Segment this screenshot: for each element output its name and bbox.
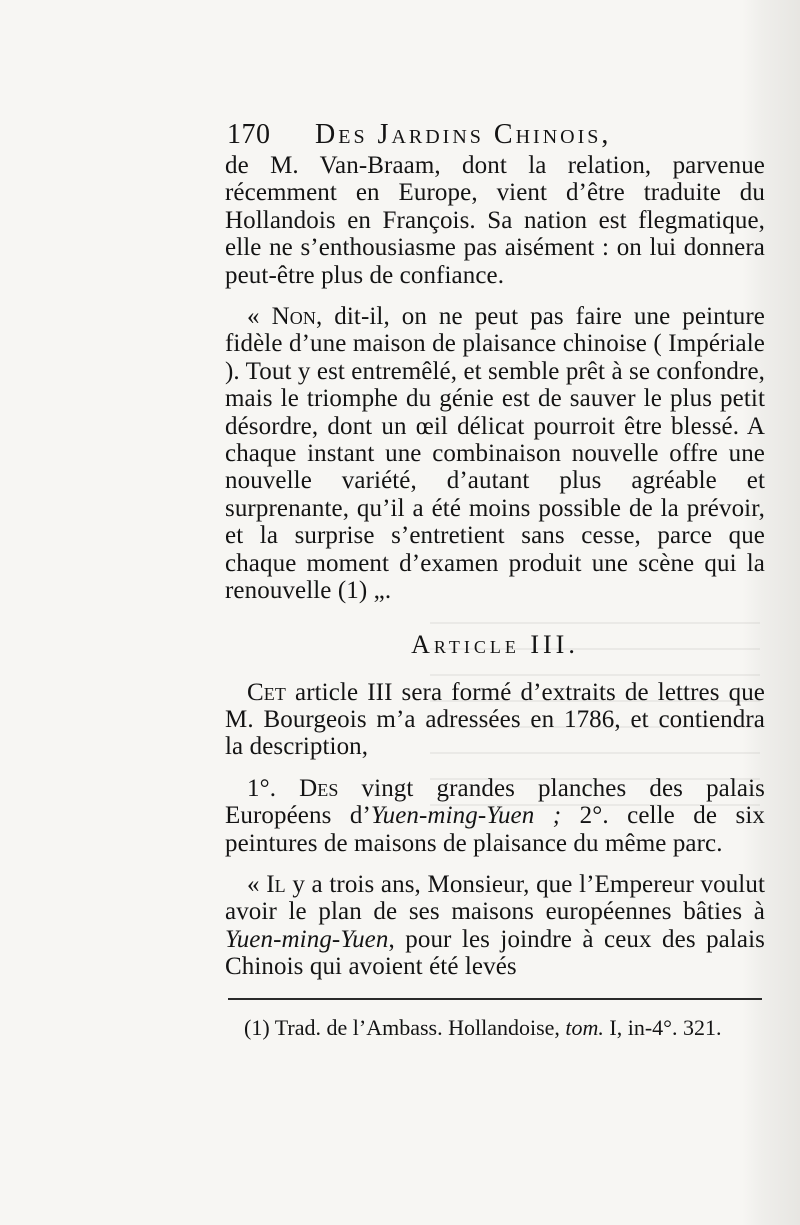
- letter-text-a: y a trois ans, Monsieur, que l’Empereur voulut avoir le plan de ses maisons européennes bâties à: [225, 870, 766, 926]
- paragraph-intro-text: de M. Van-Braam, dont la relation, parvenue récemment en Europe, vient d’être traduite du Hollandois en François. Sa nation est flegmatique, elle ne s’enthousiasme pas aisément : on lui donnera peut-être plus de confiance.: [225, 152, 765, 289]
- page-number: 170: [227, 119, 271, 150]
- paragraph-gap: [225, 761, 765, 775]
- footnote: [244, 1014, 784, 1042]
- footnote-rule: [228, 998, 762, 1000]
- letter-place-name: Yuen-ming-Yuen: [225, 925, 389, 953]
- paragraph-letter: [225, 871, 765, 981]
- paragraph-enumeration: [225, 775, 765, 857]
- paragraph-quote-van-braam: [225, 303, 765, 604]
- paragraph-gap: [225, 289, 765, 303]
- quote-lead-word: Non: [271, 303, 316, 331]
- quote-open-mark: «: [247, 303, 272, 331]
- running-head: [227, 118, 765, 152]
- letter-text-b: , pour les joindre à ceux des palais Chinois qui avoient été levés: [225, 925, 765, 981]
- article-heading: Article III.: [411, 629, 579, 659]
- enumeration-text-a: vingt grandes planches des palais Européens d’: [225, 774, 765, 830]
- article-intro-lead: Cet: [247, 678, 286, 706]
- letter-lead: Il: [266, 870, 286, 898]
- paragraph-gap: [225, 857, 765, 871]
- running-title: Des Jardins Chinois,: [315, 119, 612, 150]
- footnote-text-b: I, in-4°. 321.: [603, 1015, 722, 1040]
- paragraph-intro: [225, 152, 765, 289]
- article-intro-text: article III sera formé d’extraits de lettres que M. Bourgeois m’a adressées en 1786, et contiendra la description,: [225, 678, 765, 761]
- text-block: [225, 118, 765, 981]
- footnote-text-a: (1) Trad. de l’Ambass. Hollandoise,: [244, 1015, 566, 1040]
- paragraph-article-intro: [225, 679, 765, 761]
- enumeration-text-b: 2°. celle de six peintures de maisons de plaisance du même parc.: [225, 802, 765, 857]
- enumeration-lead: 1°. Des: [247, 774, 339, 802]
- quote-text: , dit-il, on ne peut pas faire une peinture fidèle d’une maison de plaisance chinoise ( Impériale ). Tout y est entremêlé, et semble prêt à se confondre, mais le triomphe du génie est de sauver le plus petit désordre, dont un œil délicat pourroit être blessé. A chaque instant une combinaison nouvelle offre une nouvelle variété, d’autant plus agréable et surprenante, qu’il a été moins possible de la prévoir, et la surprise s’entretient sans cesse, parce que chaque moment d’examen produit une scène qui la renouvelle (1) „.: [225, 303, 766, 605]
- letter-quote-open: «: [247, 870, 267, 898]
- footnote-italic: tom.: [565, 1015, 604, 1040]
- enumeration-place-name: Yuen-ming-Yuen ;: [370, 802, 562, 830]
